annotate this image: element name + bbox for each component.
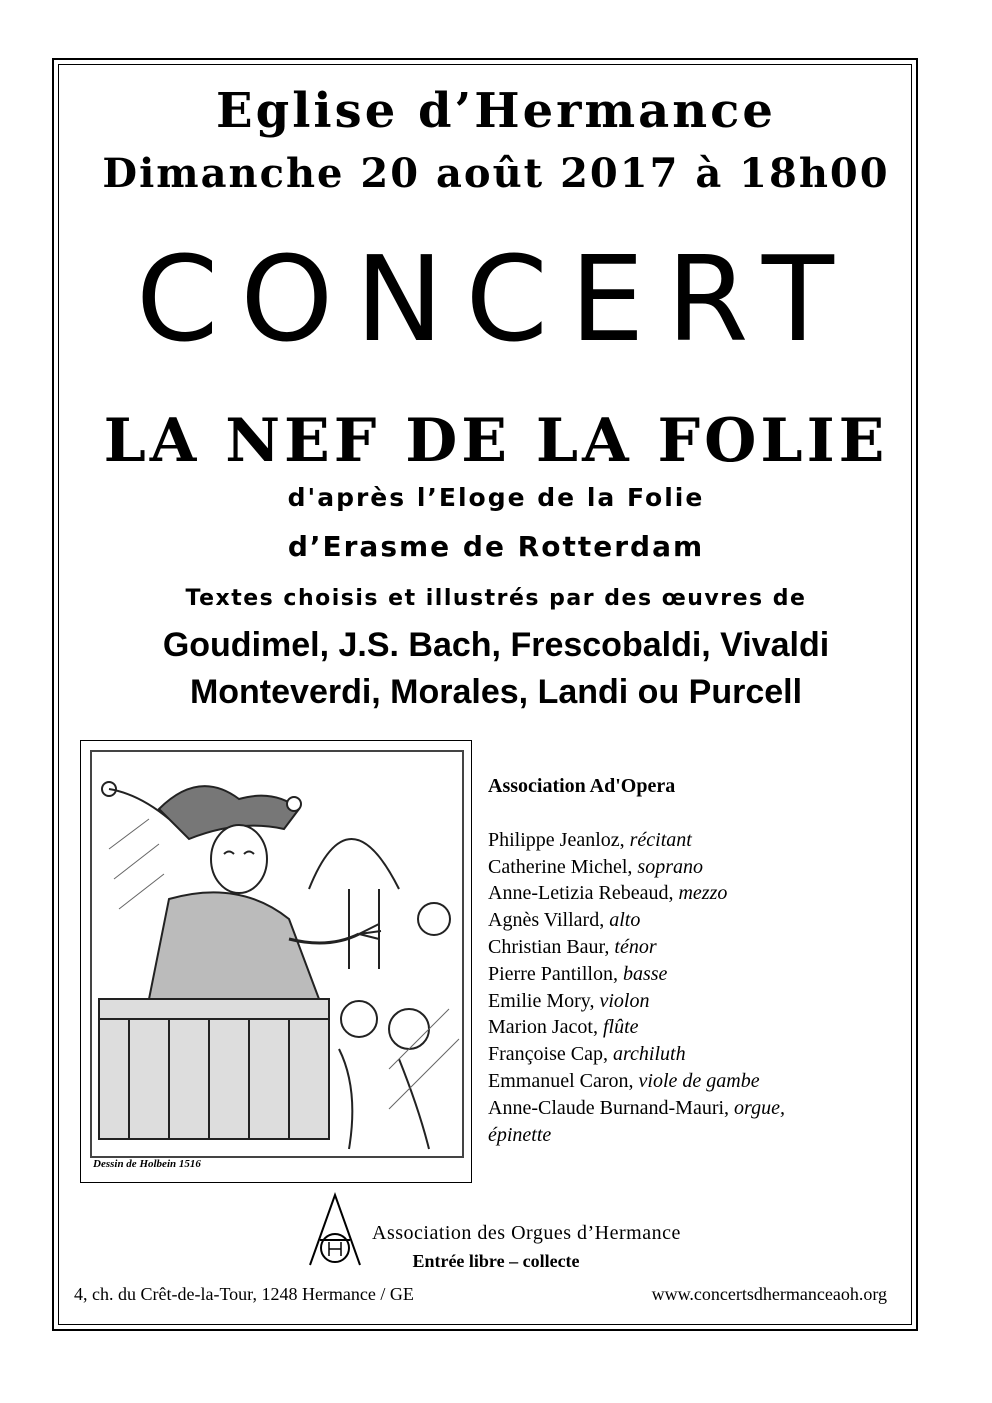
- association-name: Association des Orgues d’Hermance: [372, 1222, 681, 1244]
- list-item: Agnès Villard, alto: [488, 909, 641, 932]
- list-item: Anne-Letizia Rebeaud, mezzo: [488, 882, 728, 905]
- list-item: Philippe Jeanloz, récitant: [488, 828, 692, 851]
- date-heading: Dimanche 20 août 2017 à 18h00: [102, 150, 890, 197]
- venue-heading: Eglise d’Hermance: [216, 83, 776, 139]
- list-item: Christian Baur, ténor: [488, 935, 657, 958]
- composers-line-1: Goudimel, J.S. Bach, Frescobaldi, Vivaldi: [162, 626, 830, 664]
- entry-info: Entrée libre – collecte: [412, 1251, 580, 1271]
- composers-line-2: Monteverdi, Morales, Landi ou Purcell: [189, 673, 803, 711]
- program-title: LA NEF DE LA FOLIE: [103, 406, 889, 476]
- list-item-continuation: épinette: [488, 1123, 552, 1146]
- holbein-drawing: [80, 740, 472, 1183]
- description-line-1: d'après l’Eloge de la Folie: [287, 483, 705, 512]
- description-line-3: Textes choisis et illustrés par des œuvres de: [185, 586, 807, 611]
- description-line-2: d’Erasme de Rotterdam: [287, 530, 705, 563]
- jester-illustration: [89, 749, 465, 1159]
- performers-list: [488, 773, 908, 1148]
- concert-title: CONCERT: [136, 230, 856, 368]
- list-item: Emilie Mory, violon: [488, 989, 650, 1012]
- list-item: Françoise Cap, archiluth: [488, 1043, 686, 1066]
- ensemble-name: Association Ad'Opera: [488, 775, 676, 797]
- address: 4, ch. du Crêt-de-la-Tour, 1248 Hermance / GE: [74, 1284, 414, 1304]
- list-item: Emmanuel Caron, viole de gambe: [488, 1069, 760, 1092]
- list-item: Catherine Michel, soprano: [488, 855, 703, 878]
- website-link[interactable]: www.concertsdhermanceaoh.org: [651, 1284, 887, 1304]
- list-item: Pierre Pantillon, basse: [488, 962, 668, 985]
- list-item: Marion Jacot, flûte: [488, 1016, 639, 1039]
- list-item: Anne-Claude Burnand-Mauri, orgue,: [488, 1096, 785, 1119]
- illustration-caption: Dessin de Holbein 1516: [93, 1158, 201, 1170]
